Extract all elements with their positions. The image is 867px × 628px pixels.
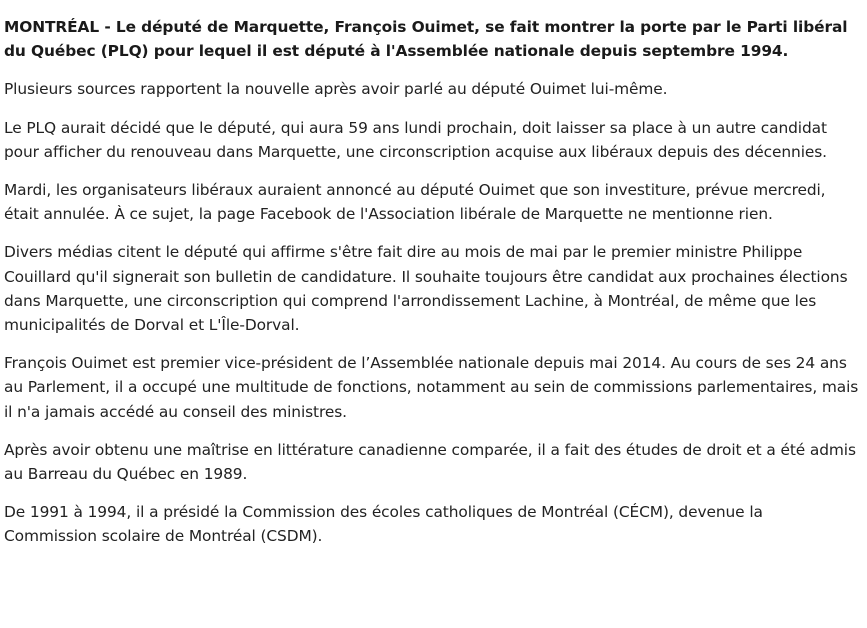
article-paragraph: Le PLQ aurait décidé que le député, qui aura 59 ans lundi prochain, doit laisser sa place à un autre candidat pour afficher du renouveau dans Marquette, une circonscription acquise aux libéraux depuis des décennies. [4, 118, 827, 161]
article-paragraph: François Ouimet est premier vice-président de l’Assemblée nationale depuis mai 2014. Au cours de ses 24 ans au Parlement, il a occupé une multitude de fonctions, notamment au sein de commissions parlementaires, mais il n'a jamais accédé au conseil des ministres. [4, 354, 859, 421]
article-paragraph: Mardi, les organisateurs libéraux auraient annoncé au député Ouimet que son investiture, prévue mercredi, était annulée. À ce sujet, la page Facebook de l'Association libérale de Marquette ne mentionne rien. [4, 181, 826, 224]
article-paragraph: De 1991 à 1994, il a présidé la Commission des écoles catholiques de Montréal (CÉCM), devenue la Commission scolaire de Montréal (CSDM). [4, 503, 763, 546]
article-paragraph: Plusieurs sources rapportent la nouvelle après avoir parlé au député Ouimet lui-même. [4, 80, 668, 99]
article-paragraph: Divers médias citent le député qui affirme s'être fait dire au mois de mai par le premier ministre Philippe Couillard qu'il signerait son bulletin de candidature. Il souhaite toujours être candidat aux prochaines élections dans Marquette, une circonscription qui comprend l'arrondissement Lachine, à Montréal, de même que les municipalités de Dorval et L'Île-Dorval. [4, 243, 848, 335]
article-paragraph: Après avoir obtenu une maîtrise en littérature canadienne comparée, il a fait des études de droit et a été admis au Barreau du Québec en 1989. [4, 440, 856, 484]
article-lead: MONTRÉAL - Le député de Marquette, François Ouimet, se fait montrer la porte par le Parti libéral du Québec (PLQ) pour lequel il est député à l'Assemblée nationale depuis septembre 1994. [4, 18, 848, 61]
